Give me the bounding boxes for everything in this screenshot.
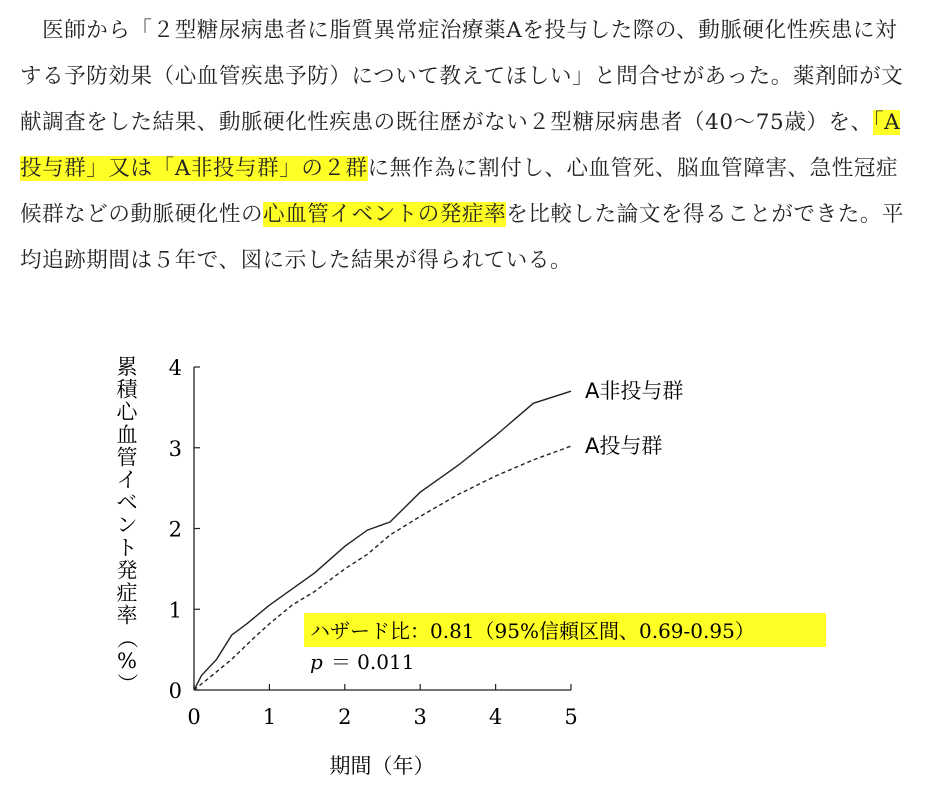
y-axis-label-char: 発 xyxy=(116,558,138,583)
y-axis-label-char: % xyxy=(117,648,137,673)
y-axis-label-char: ン xyxy=(116,513,138,538)
x-tick-label: 2 xyxy=(338,705,352,729)
y-tick-label: 1 xyxy=(168,598,182,623)
legend-a-untreated: A非投与群 xyxy=(585,379,684,404)
y-axis-label-char: ベ xyxy=(116,490,138,515)
passage-text-1: 医師から「２型糖尿病患者に脂質異常症治療薬Aを投与した際の、動脈硬化性疾患に対する予防効果（心血管疾患予防）について教えてほしい」と問合せがあった。薬剤師が文献調査をした結果、動脈硬化性疾患の既往歴がない２型糖尿病患者（40〜75歳）を、 xyxy=(20,18,904,135)
y-tick-label: 3 xyxy=(168,436,182,461)
highlight-groups: 「A投与群」又は「A非投与群」の２群 xyxy=(20,110,901,181)
p-value: ＝ 0.011 xyxy=(330,650,415,674)
y-axis-label-char: 率 xyxy=(116,603,138,628)
x-tick-label: 5 xyxy=(564,705,578,729)
highlight-incidence: 心血管イベントの発症率 xyxy=(263,202,507,227)
p-value-annotation xyxy=(310,650,414,674)
x-tick-label: 3 xyxy=(413,705,427,729)
y-tick-label: 2 xyxy=(168,517,182,542)
question-passage xyxy=(20,8,915,284)
x-tick-label: 1 xyxy=(262,705,277,729)
p-symbol: p xyxy=(310,650,323,674)
y-axis-label-char: ト xyxy=(116,535,138,560)
x-axis-label: 期間（年） xyxy=(329,754,435,778)
y-tick-label: 0 xyxy=(168,679,182,703)
y-axis-label-char: 管 xyxy=(116,445,138,470)
passage-text-2: に無作為に割付し、心血管死、脳血管障害、急性冠症候群などの動脈硬化性の xyxy=(20,156,899,227)
hazard-ratio-annotation: ハザード比：0.81（95%信頼区間、0.69-0.95） xyxy=(310,619,755,643)
y-axis-label-char: 血 xyxy=(116,422,138,447)
y-axis-label-char: （ xyxy=(115,627,139,649)
passage-text-3: を比較した論文を得ることができた。平均追跡期間は５年で、図に示した結果が得られている。 xyxy=(20,202,905,273)
legend-a-treated: A投与群 xyxy=(585,434,663,459)
x-tick-label: 4 xyxy=(488,705,503,729)
y-axis-label-char: イ xyxy=(116,468,138,492)
y-axis-label-char: 累 xyxy=(116,355,138,379)
y-axis-label xyxy=(115,355,140,694)
y-axis-label-char: ） xyxy=(115,672,139,694)
y-axis-label-char: 積 xyxy=(116,377,138,402)
kaplan-meier-chart xyxy=(0,330,932,807)
y-tick-label: 4 xyxy=(168,356,182,380)
y-axis-label-char: 心 xyxy=(116,400,138,425)
x-tick-label: 0 xyxy=(187,705,201,729)
y-axis-label-char: 症 xyxy=(116,581,138,605)
